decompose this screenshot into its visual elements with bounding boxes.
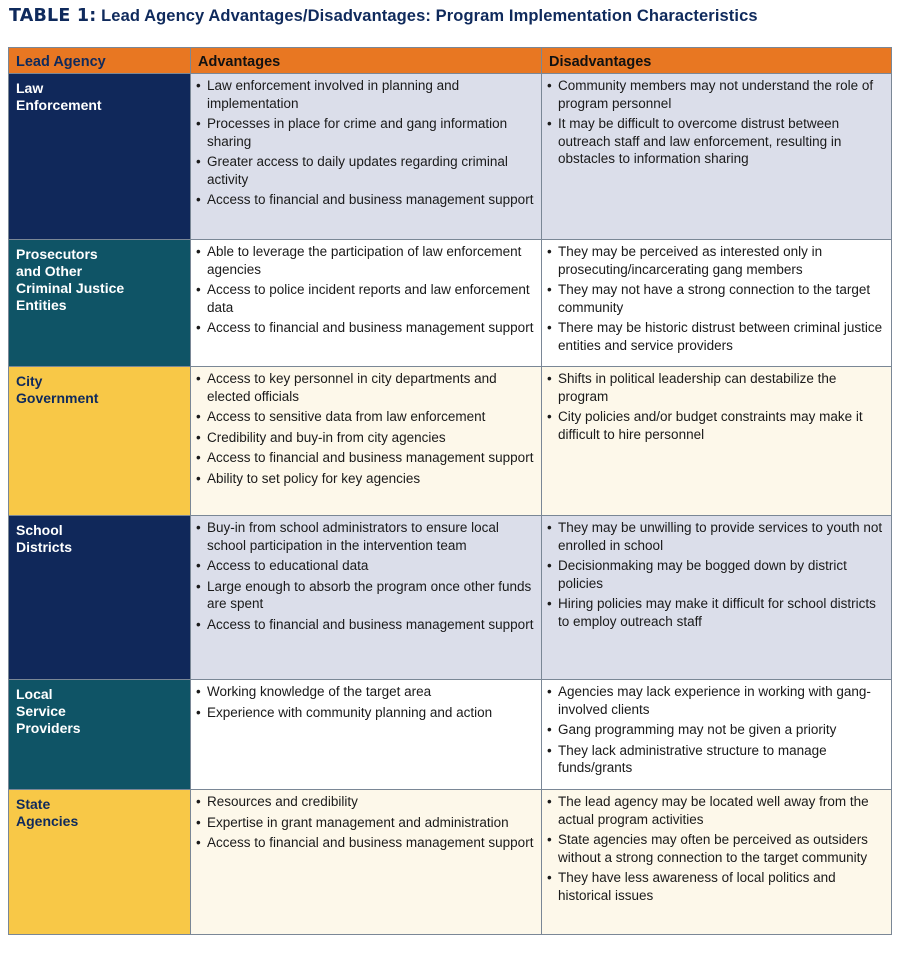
- lead-agency-name: Prosecutors and Other Criminal Justice Entities: [16, 246, 125, 313]
- disadvantage-item: • Decisionmaking may be bogged down by district policies: [546, 557, 887, 592]
- disadvantage-item: • Shifts in political leadership can destabilize the program: [546, 370, 887, 405]
- disadvantages-cell: [542, 74, 892, 240]
- disadvantage-item: • They may not have a strong connection to the target community: [546, 281, 887, 316]
- disadvantage-item: • Community members may not understand the role of program personnel: [546, 77, 887, 112]
- advantages-list: [195, 77, 537, 209]
- lead-agency-cell: [9, 516, 191, 680]
- advantage-item: • Access to financial and business management support: [195, 616, 537, 634]
- table-row: [9, 516, 892, 680]
- advantage-item: • Large enough to absorb the program once other funds are spent: [195, 578, 537, 613]
- advantage-item: • Able to leverage the participation of law enforcement agencies: [195, 243, 537, 278]
- disadvantage-item: • Agencies may lack experience in working with gang-involved clients: [546, 683, 887, 718]
- disadvantage-item: • City policies and/or budget constraints may make it difficult to hire personnel: [546, 408, 887, 443]
- lead-agency-cell: [9, 367, 191, 516]
- table-row: [9, 790, 892, 935]
- disadvantages-list: [546, 519, 887, 630]
- advantage-item: • Access to police incident reports and law enforcement data: [195, 281, 537, 316]
- disadvantages-cell: [542, 240, 892, 367]
- advantages-cell: [191, 367, 542, 516]
- disadvantage-item: • Gang programming may not be given a priority: [546, 721, 887, 739]
- advantages-list: [195, 519, 537, 633]
- disadvantages-list: [546, 683, 887, 777]
- table-title-text: Lead Agency Advantages/Disadvantages: Program Implementation Characteristics: [101, 7, 758, 25]
- disadvantages-cell: [542, 680, 892, 790]
- advantages-cell: [191, 790, 542, 935]
- advantages-list: [195, 793, 537, 852]
- advantages-cell: [191, 74, 542, 240]
- disadvantage-item: • The lead agency may be located well away from the actual program activities: [546, 793, 887, 828]
- disadvantages-cell: [542, 516, 892, 680]
- advantages-cell: [191, 516, 542, 680]
- advantage-item: • Expertise in grant management and administration: [195, 814, 537, 832]
- advantages-cell: [191, 240, 542, 367]
- lead-agency-name: City Government: [16, 373, 99, 406]
- lead-agency-cell: [9, 680, 191, 790]
- disadvantage-item: • They have less awareness of local politics and historical issues: [546, 869, 887, 904]
- disadvantage-item: • They may be perceived as interested only in prosecuting/incarcerating gang members: [546, 243, 887, 278]
- disadvantages-list: [546, 370, 887, 443]
- advantages-list: [195, 370, 537, 487]
- advantages-cell: [191, 680, 542, 790]
- header-advantages: Advantages: [191, 48, 542, 74]
- disadvantage-item: • It may be difficult to overcome distrust between outreach staff and law enforcement, resulting in obstacles to information sharing: [546, 115, 887, 168]
- disadvantage-item: • There may be historic distrust between criminal justice entities and service providers: [546, 319, 887, 354]
- header-disadvantages: Disadvantages: [542, 48, 892, 74]
- lead-agency-name: Law Enforcement: [16, 80, 102, 113]
- disadvantages-cell: [542, 367, 892, 516]
- advantage-item: • Processes in place for crime and gang information sharing: [195, 115, 537, 150]
- advantage-item: • Access to sensitive data from law enforcement: [195, 408, 537, 426]
- table-row: [9, 74, 892, 240]
- advantage-item: • Experience with community planning and action: [195, 704, 537, 722]
- header-lead-agency: Lead Agency: [9, 48, 191, 74]
- advantage-item: • Access to financial and business management support: [195, 319, 537, 337]
- advantage-item: • Access to key personnel in city departments and elected officials: [195, 370, 537, 405]
- table-header-row: [9, 48, 892, 74]
- advantage-item: • Buy-in from school administrators to ensure local school participation in the intervention team: [195, 519, 537, 554]
- disadvantage-item: • They lack administrative structure to manage funds/grants: [546, 742, 887, 777]
- disadvantages-cell: [542, 790, 892, 935]
- advantages-list: [195, 683, 537, 721]
- table-row: [9, 240, 892, 367]
- table-row: [9, 680, 892, 790]
- advantage-item: • Credibility and buy-in from city agencies: [195, 429, 537, 447]
- advantage-item: • Access to financial and business management support: [195, 191, 537, 209]
- lead-agency-cell: [9, 240, 191, 367]
- advantage-item: • Access to financial and business management support: [195, 449, 537, 467]
- table-body: [9, 74, 892, 935]
- advantage-item: • Law enforcement involved in planning and implementation: [195, 77, 537, 112]
- table-title: [9, 6, 758, 26]
- lead-agency-name: Local Service Providers: [16, 686, 81, 736]
- disadvantages-list: [546, 77, 887, 168]
- lead-agency-cell: [9, 790, 191, 935]
- disadvantage-item: • They may be unwilling to provide services to youth not enrolled in school: [546, 519, 887, 554]
- disadvantages-list: [546, 793, 887, 904]
- lead-agency-name: State Agencies: [16, 796, 79, 829]
- advantage-item: • Access to educational data: [195, 557, 537, 575]
- advantages-list: [195, 243, 537, 337]
- advantage-item: • Working knowledge of the target area: [195, 683, 537, 701]
- table-row: [9, 367, 892, 516]
- advantage-item: • Access to financial and business management support: [195, 834, 537, 852]
- lead-agency-cell: [9, 74, 191, 240]
- advantage-item: • Resources and credibility: [195, 793, 537, 811]
- disadvantage-item: • Hiring policies may make it difficult for school districts to employ outreach staff: [546, 595, 887, 630]
- disadvantage-item: • State agencies may often be perceived as outsiders without a strong connection to the target community: [546, 831, 887, 866]
- disadvantages-list: [546, 243, 887, 354]
- advantage-item: • Greater access to daily updates regarding criminal activity: [195, 153, 537, 188]
- table-label: TABLE 1:: [9, 6, 97, 26]
- lead-agency-table: [8, 47, 892, 935]
- lead-agency-name: School Districts: [16, 522, 73, 555]
- advantage-item: • Ability to set policy for key agencies: [195, 470, 537, 488]
